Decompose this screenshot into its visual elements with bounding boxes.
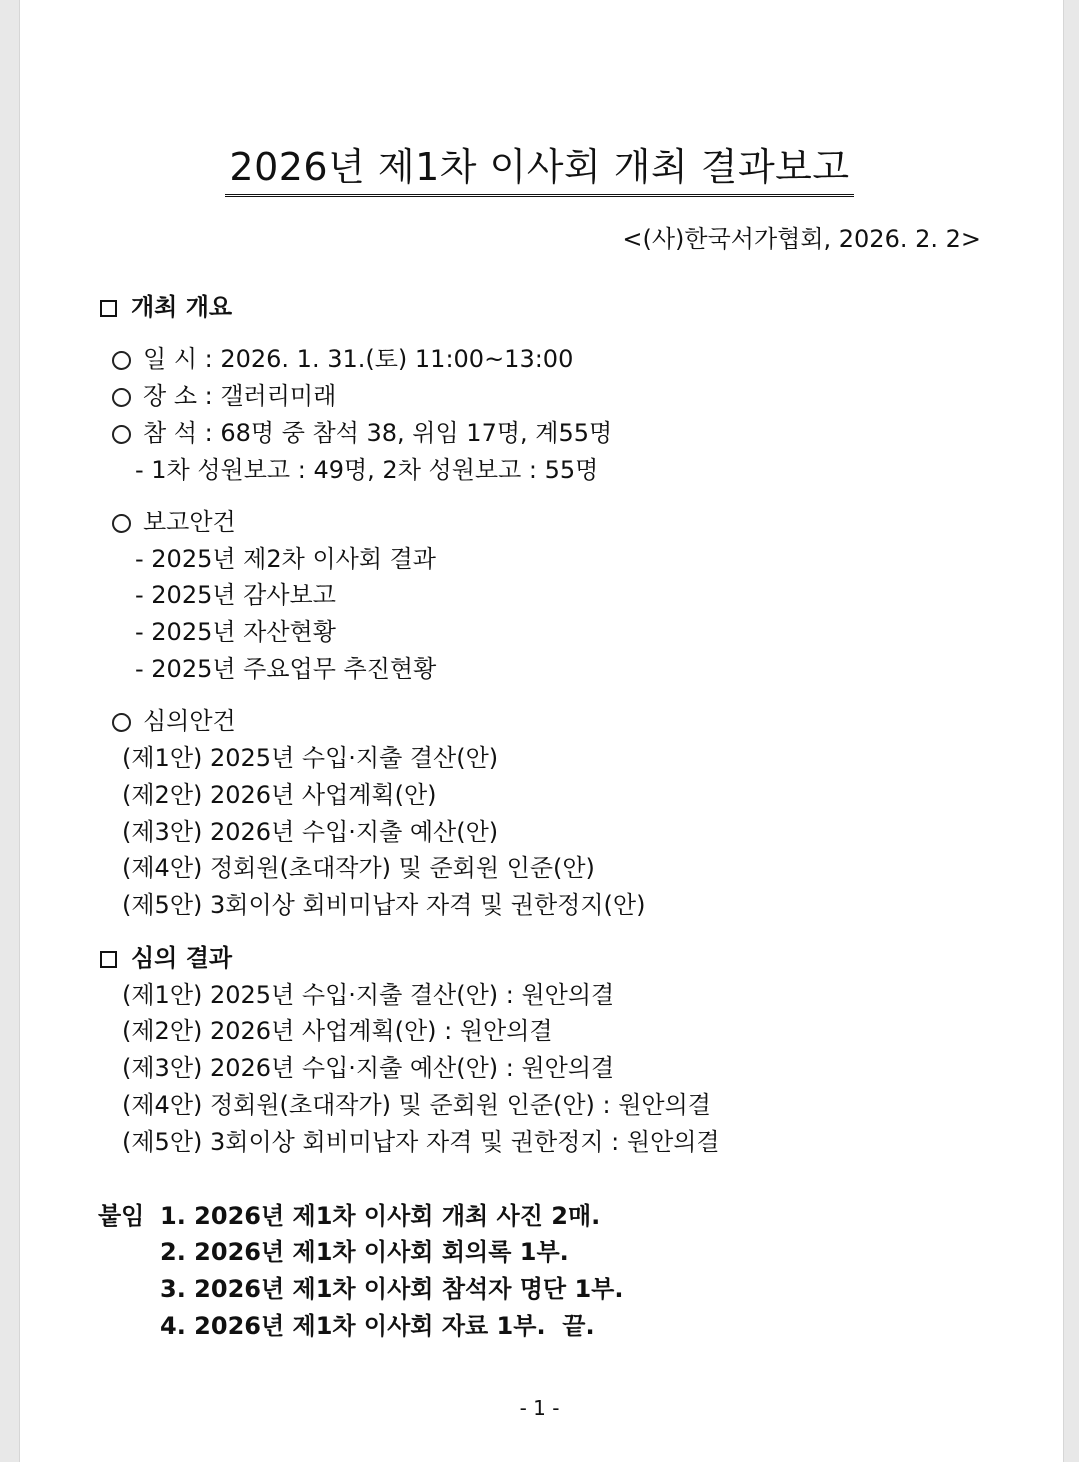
- overview-place-line: [112, 381, 336, 411]
- result-item: (제2안) 2026년 사업계획(안) : 원안의결: [122, 1017, 553, 1045]
- checkbox-square-icon: [100, 300, 117, 317]
- org-date-line: <(사)한국서가협회, 2026. 2. 2>: [622, 225, 981, 253]
- overview-date-text: 일 시 : 2026. 1. 31.(토) 11:00~13:00: [143, 345, 574, 373]
- agenda-item: (제1안) 2025년 수입·지출 결산(안): [122, 744, 499, 772]
- section-heading-text: 심의 결과: [131, 944, 233, 972]
- page-number: - 1 -: [519, 1396, 560, 1420]
- report-item: - 2025년 자산현황: [135, 618, 336, 646]
- result-item: (제1안) 2025년 수입·지출 결산(안) : 원안의결: [122, 981, 615, 1009]
- section-heading-overview: [100, 292, 232, 322]
- circle-bullet-icon: [112, 388, 131, 407]
- agenda-item: (제4안) 정회원(초대작가) 및 준회원 인준(안): [122, 854, 595, 882]
- report-item: - 2025년 감사보고: [135, 581, 336, 609]
- document-title: [0, 142, 1079, 197]
- section-heading-text: 개최 개요: [131, 293, 233, 321]
- checkbox-square-icon: [100, 951, 117, 968]
- circle-bullet-icon: [112, 514, 131, 533]
- circle-bullet-icon: [112, 425, 131, 444]
- overview-date-line: [112, 344, 573, 374]
- report-item: - 2025년 제2차 이사회 결과: [135, 545, 436, 573]
- document-title-text: 2026년 제1차 이사회 개최 결과보고: [225, 142, 853, 197]
- deliberation-agenda-heading-text: 심의안건: [143, 707, 236, 735]
- report-item: - 2025년 주요업무 추진현황: [135, 655, 437, 683]
- section-heading-results: [100, 943, 232, 973]
- result-item: (제5안) 3회이상 회비미납자 자격 및 권한정지 : 원안의결: [122, 1128, 720, 1156]
- agenda-item: (제3안) 2026년 수입·지출 예산(안): [122, 818, 499, 846]
- attachment-item: 3. 2026년 제1차 이사회 참석자 명단 1부.: [160, 1275, 624, 1303]
- circle-bullet-icon: [112, 713, 131, 732]
- overview-attend-text: 참 석 : 68명 중 참석 38, 위임 17명, 계55명: [143, 419, 613, 447]
- attachment-item: 2. 2026년 제1차 이사회 회의록 1부.: [160, 1238, 569, 1266]
- agenda-item: (제5안) 3회이상 회비미납자 자격 및 권한정지(안): [122, 891, 646, 919]
- attachment-item: 1. 2026년 제1차 이사회 개최 사진 2매.: [160, 1202, 601, 1230]
- report-agenda-heading-text: 보고안건: [143, 508, 236, 536]
- agenda-item: (제2안) 2026년 사업계획(안): [122, 781, 437, 809]
- deliberation-agenda-heading: [112, 706, 236, 736]
- result-item: (제4안) 정회원(초대작가) 및 준회원 인준(안) : 원안의결: [122, 1091, 711, 1119]
- circle-bullet-icon: [112, 351, 131, 370]
- overview-place-text: 장 소 : 갤러리미래: [143, 382, 337, 410]
- overview-quorum-line: - 1차 성원보고 : 49명, 2차 성원보고 : 55명: [135, 456, 599, 484]
- attachment-item: 4. 2026년 제1차 이사회 자료 1부. 끝.: [160, 1312, 595, 1340]
- overview-attend-line: [112, 418, 612, 448]
- result-item: (제3안) 2026년 수입·지출 예산(안) : 원안의결: [122, 1054, 615, 1082]
- report-agenda-heading: [112, 507, 236, 537]
- attachments-label: 붙임: [98, 1202, 145, 1230]
